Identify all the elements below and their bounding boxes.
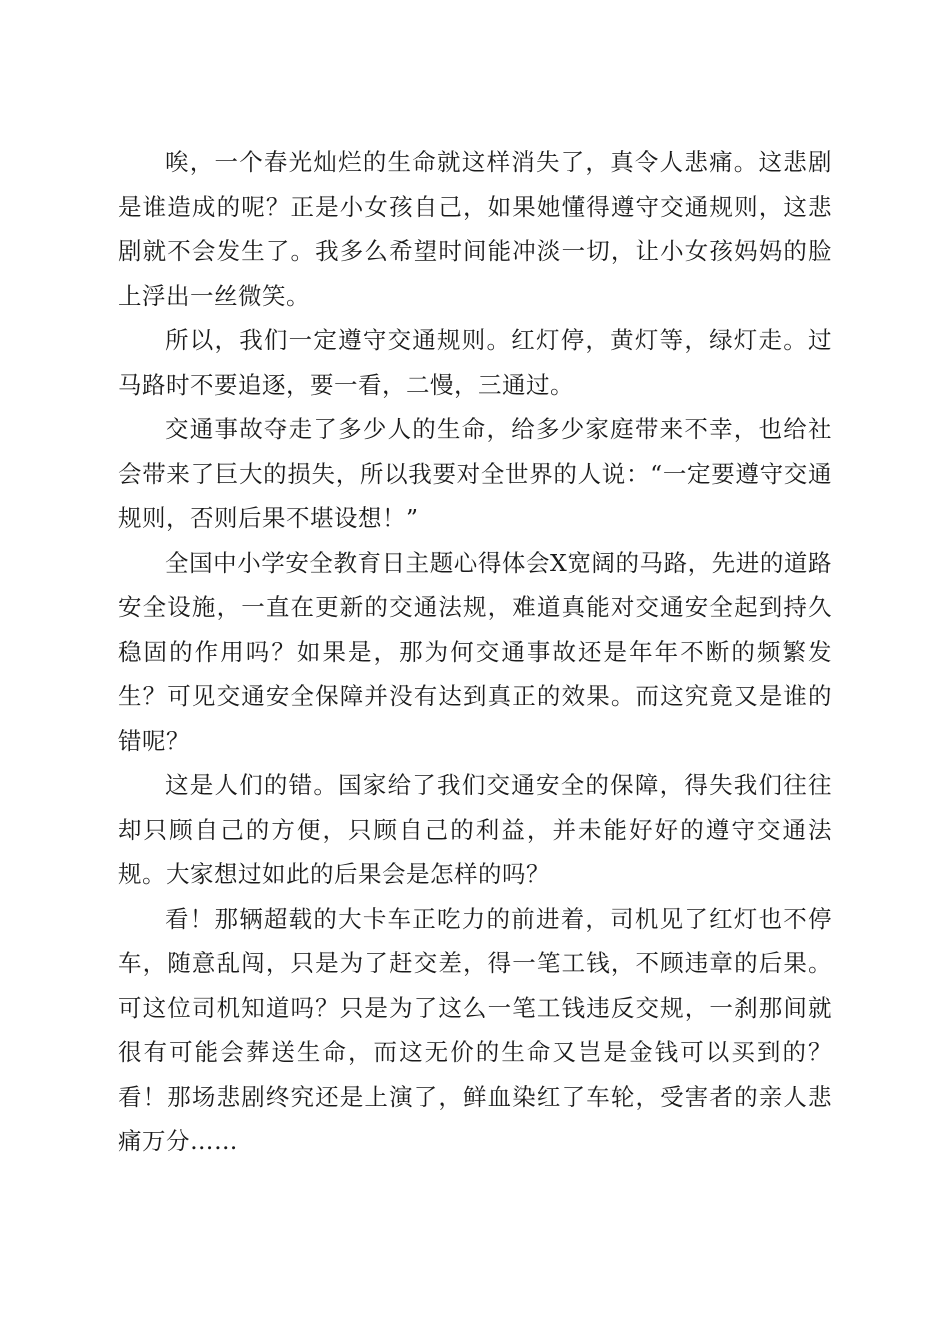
paragraph-5: 这是人们的错。国家给了我们交通安全的保障，得失我们往往却只顾自己的方便，只顾自己的利益，并未能好好的遵守交通法规。大家想过如此的后果会是怎样的吗？ — [118, 771, 832, 888]
paragraph-4: 全国中小学安全教育日主题心得体会X宽阔的马路，先进的道路安全设施，一直在更新的交通法规，难道真能对交通安全起到持久稳固的作用吗？如果是，那为何交通事故还是年年不断的频繁发生？可见交通安全保障并没有达到真正的效果。而这究竟又是谁的错呢？ — [118, 548, 832, 755]
paragraph-6: 看！那辆超载的大卡车正吃力的前进着，司机见了红灯也不停车，随意乱闯，只是为了赶交差，得一笔工钱，不顾违章的后果。可这位司机知道吗？只是为了这么一笔工钱违反交规，一刹那间就很有可能会葬送生命，而这无价的生命又岂是金钱可以买到的？看！那场悲剧终究还是上演了，鲜血染红了车轮，受害者的亲人悲痛万分…… — [118, 904, 832, 1155]
paragraph-2: 所以，我们一定遵守交通规则。红灯停，黄灯等，绿灯走。过马路时不要追逐，要一看，二慢，三通过。 — [118, 326, 832, 399]
paragraph-3: 交通事故夺走了多少人的生命，给多少家庭带来不幸，也给社会带来了巨大的损失，所以我要对全世界的人说：“一定要遵守交通规则，否则后果不堪设想！” — [118, 415, 832, 532]
paragraph-1: 唉，一个春光灿烂的生命就这样消失了，真令人悲痛。这悲剧是谁造成的呢？正是小女孩自己，如果她懂得遵守交通规则，这悲剧就不会发生了。我多么希望时间能冲淡一切，让小女孩妈妈的脸上浮出一丝微笑。 — [118, 148, 832, 310]
document-body — [118, 140, 832, 1164]
